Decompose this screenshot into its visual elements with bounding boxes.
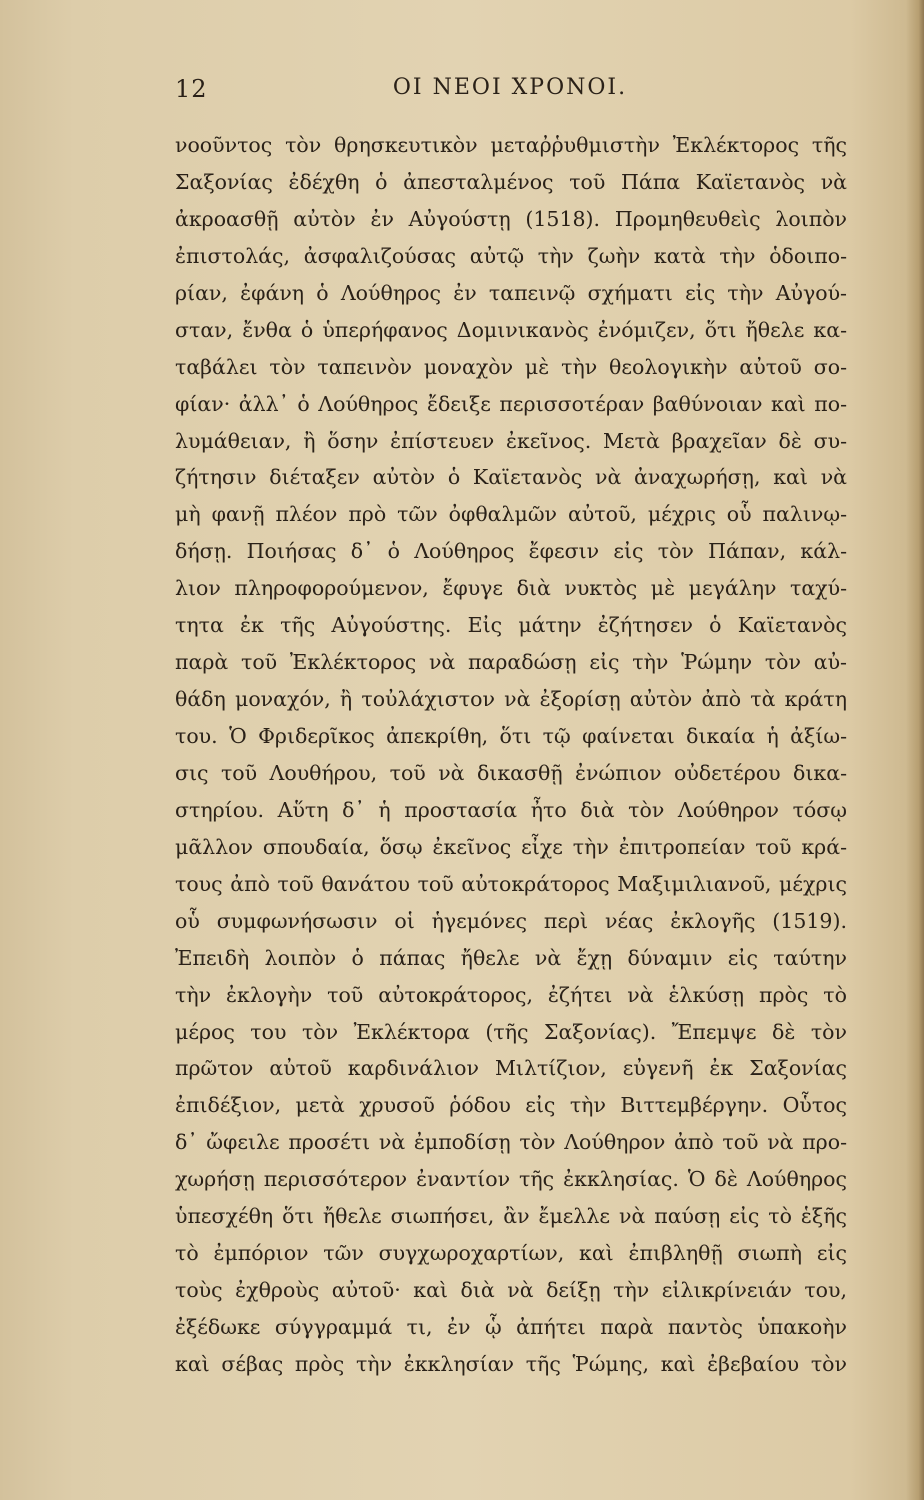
text-line: λυμάθειαν, ἢ ὅσην ἐπίστευεν ἐκεῖνος. Μετὰ βραχεῖαν δὲ συ- [175,428,847,453]
text-line: τους ἀπὸ τοῦ θανάτου τοῦ αὐτοκράτορος Μαξιμιλιανοῦ, μέχρις [175,871,847,896]
text-line: σις τοῦ Λουθήρου, τοῦ νὰ δικασθῇ ἐνώπιον οὐδετέρου δικα- [175,760,847,785]
text-line: πρῶτον αὐτοῦ καρδινάλιον Μιλτίζιον, εὐγενῆ ἐκ Σαξονίας [175,1056,847,1081]
text-line: νοοῦντος τὸν θρησκευτικὸν μεταῤῥυθμιστὴν Ἐκλέκτορος τῆς [175,133,847,157]
text-line: Ἐπειδὴ λοιπὸν ὁ πάπας ἤθελε νὰ ἔχῃ δύναμιν εἰς ταύτην [175,945,847,970]
text-line: δήσῃ. Ποιήσας δ᾿ ὁ Λούθηρος ἔφεσιν εἰς τὸν Πάπαν, κάλ- [175,539,847,564]
text-line: τητα ἐκ τῆς Αὐγούστης. Εἰς μάτην ἐζήτησεν ὁ Καϊετανὸς [175,613,847,638]
text-line: τὴν ἐκλογὴν τοῦ αὐτοκράτορος, ἐζήτει νὰ ἑλκύσῃ πρὸς τὸ [175,982,847,1007]
text-line: μᾶλλον σπουδαία, ὅσῳ ἐκεῖνος εἶχε τὴν ἐπιτροπείαν τοῦ κρά- [175,834,847,859]
running-title: ΟΙ ΝΕΟΙ ΧΡΟΝΟΙ. [392,75,628,100]
text-line: ζήτησιν διέταξεν αὐτὸν ὁ Καϊετανὸς νὰ ἀναχωρήσῃ, καὶ νὰ [175,465,847,490]
text-line: χωρήσῃ περισσότερον ἐναντίον τῆς ἐκκλησίας. Ὁ δὲ Λούθηρος [175,1167,847,1192]
text-line: θάδη μοναχόν, ἢ τοὐλάχιστον νὰ ἐξορίσῃ αὐτὸν ἀπὸ τὰ κράτη [175,687,847,712]
text-line: οὗ συμφωνήσωσιν οἱ ἡγεμόνες περὶ νέας ἐκλογῆς (1519). [175,908,847,933]
text-line: δ᾿ ὤφειλε προσέτι νὰ ἐμποδίσῃ τὸν Λούθηρον ἀπὸ τοῦ νὰ προ- [175,1130,847,1155]
text-line: ἐξέδωκε σύγγραμμά τι, ἐν ᾧ ἀπήτει παρὰ παντὸς ὑπακοὴν [175,1315,847,1339]
text-line: σταν, ἔνθα ὁ ὑπερήφανος Δομινικανὸς ἐνόμιζεν, ὅτι ἤθελε κα- [175,317,847,342]
page-number: 12 [175,75,208,103]
text-line: στηρίου. Αὕτη δ᾿ ἡ προστασία ἦτο διὰ τὸν Λούθηρον τόσῳ [175,797,847,822]
text-line: ρίαν, ἐφάνη ὁ Λούθηρος ἐν ταπεινῷ σχήματι εἰς τὴν Αὐγού- [175,280,847,305]
body-text [175,127,847,1383]
page-edge-shadow [906,0,924,1500]
text-line: Σαξονίας ἐδέχθη ὁ ἀπεσταλμένος τοῦ Πάπα Καϊετανὸς νὰ [175,169,847,194]
text-line: παρὰ τοῦ Ἐκλέκτορος νὰ παραδώσῃ εἰς τὴν Ῥώμην τὸν αὐ- [175,650,847,675]
text-line: μέρος του τὸν Ἐκλέκτορα (τῆς Σαξονίας). Ἔπεμψε δὲ τὸν [175,1019,847,1044]
text-line: τοὺς ἐχθροὺς αὐτοῦ· καὶ διὰ νὰ δείξῃ τὴν εἰλικρίνειάν του, [175,1278,847,1303]
text-line: μὴ φανῇ πλέον πρὸ τῶν ὀφθαλμῶν αὐτοῦ, μέχρις οὗ παλινῳ- [175,502,847,527]
text-line: ταβάλει τὸν ταπεινὸν μοναχὸν μὲ τὴν θεολογικὴν αὐτοῦ σο- [175,354,847,379]
text-line: ὑπεσχέθη ὅτι ἤθελε σιωπήσει, ἂν ἔμελλε νὰ παύσῃ εἰς τὸ ἑξῆς [175,1204,847,1229]
text-line: ἐπιστολάς, ἀσφαλιζούσας αὐτῷ τὴν ζωὴν κατὰ τὴν ὁδοιπο- [175,243,847,268]
text-line: φίαν· ἀλλ᾿ ὁ Λούθηρος ἔδειξε περισσοτέραν βαθύνοιαν καὶ πο- [175,391,847,416]
page-header [175,75,845,115]
text-line: ἐπιδέξιον, μετὰ χρυσοῦ ῥόδου εἰς τὴν Βιττεμβέργην. Οὗτος [175,1093,847,1118]
text-line: τὸ ἐμπόριον τῶν συγχωροχαρτίων, καὶ ἐπιβληθῇ σιωπὴ εἰς [175,1241,847,1266]
text-line: λιον πληροφορούμενον, ἔφυγε διὰ νυκτὸς μὲ μεγάλην ταχύ- [175,576,847,601]
text-line: καὶ σέβας πρὸς τὴν ἐκκλησίαν τῆς Ῥώμης, καὶ ἐβεβαίου τὸν [175,1351,847,1376]
text-line: του. Ὁ Φριδερῖκος ἀπεκρίθη, ὅτι τῷ φαίνεται δικαία ἡ ἀξίω- [175,724,847,748]
text-line: ἀκροασθῇ αὐτὸν ἐν Αὐγούστῃ (1518). Προμηθευθεὶς λοιπὸν [175,206,847,231]
